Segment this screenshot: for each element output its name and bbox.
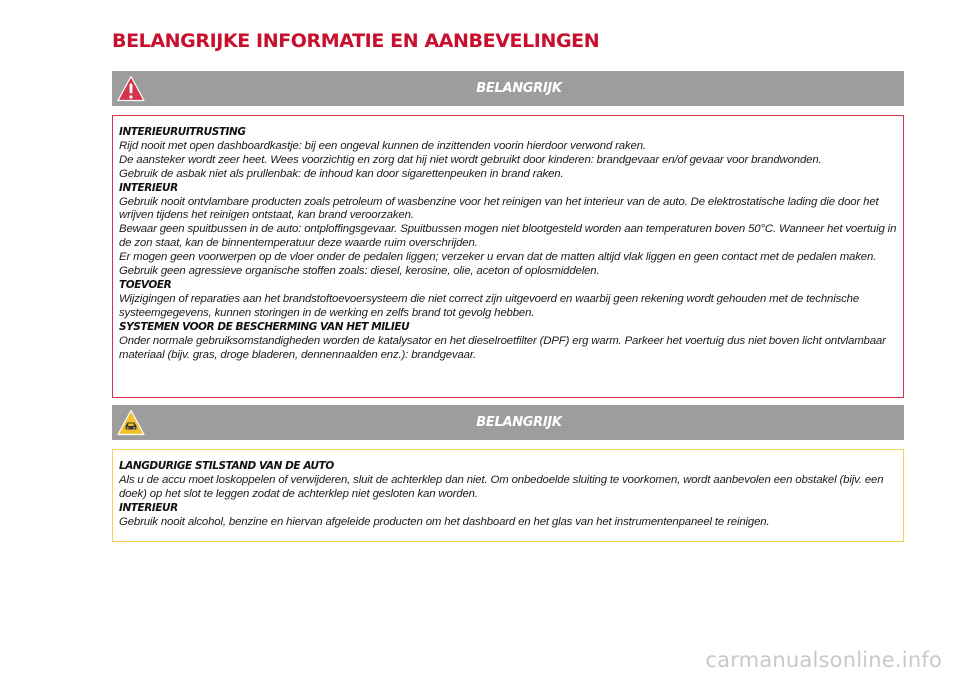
paragraph: Gebruik de asbak niet als prullenbak: de inhoud kan door sigarettenpeuken in brand raken. <box>119 167 564 180</box>
section-heading: LANGDURIGE STILSTAND VAN DE AUTO <box>119 460 334 472</box>
warning-box <box>112 115 904 398</box>
warning-banner <box>112 71 904 106</box>
paragraph: Gebruik geen agressieve organische stoffen zoals: diesel, kerosine, olie, aceton of oplosmiddelen. <box>119 265 600 278</box>
paragraph: Gebruik nooit alcohol, benzine en hiervan afgeleide producten om het dashboard en het glas van het instrumentenpaneel te reinigen. <box>119 515 770 528</box>
watermark: carmanualsonline.info <box>705 648 942 672</box>
section-heading: TOEVOER <box>119 278 172 291</box>
paragraph: Bewaar geen spuitbussen in de auto: ontploffingsgevaar. Spuitbussen mogen niet blootgesteld worden aan temperaturen boven 50°C. Wanneer het voertuig in de zon staat, kan de binnentemperatuur deze waarde ruim overschrijden. <box>119 223 897 250</box>
caution-banner <box>112 405 904 440</box>
caution-box <box>112 449 904 542</box>
page-title: BELANGRIJKE INFORMATIE EN AANBEVELINGEN <box>112 30 600 52</box>
section-heading: SYSTEMEN VOOR DE BESCHERMING VAN HET MILIEU <box>119 320 410 333</box>
section-heading: INTERIEURUITRUSTING <box>119 126 246 138</box>
paragraph: Rijd nooit met open dashboardkastje: bij een ongeval kunnen de inzittenden voorin hierdoor verwond raken. <box>119 139 646 152</box>
paragraph: Onder normale gebruiksomstandigheden worden de katalysator en het dieselroetfilter (DPF) erg warm. Parkeer het voertuig dus niet boven licht ontvlambaar materiaal (bijv. gras, droge bladeren, dennennaalden enz.): brandgevaar. <box>119 334 886 361</box>
section-heading: INTERIEUR <box>119 181 178 194</box>
paragraph: Wijzigingen of reparaties aan het brandstoftoevoersysteem die niet correct zijn uitgevoerd en waarbij geen rekening wordt gehouden met de technische systeemgegevens, kunnen storingen in de werking en zelfs brand tot gevolg hebben. <box>119 292 860 319</box>
section-heading: INTERIEUR <box>119 501 178 514</box>
paragraph: Als u de accu moet loskoppelen of verwijderen, sluit de achterklep dan niet. Om onbedoelde sluiting te voorkomen, wordt aanbevolen een obstakel (bijv. een doek) op het slot te leggen zodat de achterklep niet gesloten kan worden. <box>119 473 884 500</box>
banner-label: BELANGRIJK <box>476 81 562 96</box>
banner-label: BELANGRIJK <box>476 415 562 430</box>
paragraph: Er mogen geen voorwerpen op de vloer onder de pedalen liggen; verzeker u ervan dat de matten altijd vlak liggen en geen contact met de pedalen maken. <box>119 251 877 264</box>
paragraph: De aansteker wordt zeer heet. Wees voorzichtig en zorg dat hij niet wordt gebruikt door kinderen: brandgevaar en/of gevaar voor brandwonden. <box>119 153 822 166</box>
paragraph: Gebruik nooit ontvlambare producten zoals petroleum of wasbenzine voor het reinigen van het interieur van de auto. De elektrostatische lading die door het wrijven tijdens het reinigen ontstaat, kan brand veroorzaken. <box>119 195 879 222</box>
